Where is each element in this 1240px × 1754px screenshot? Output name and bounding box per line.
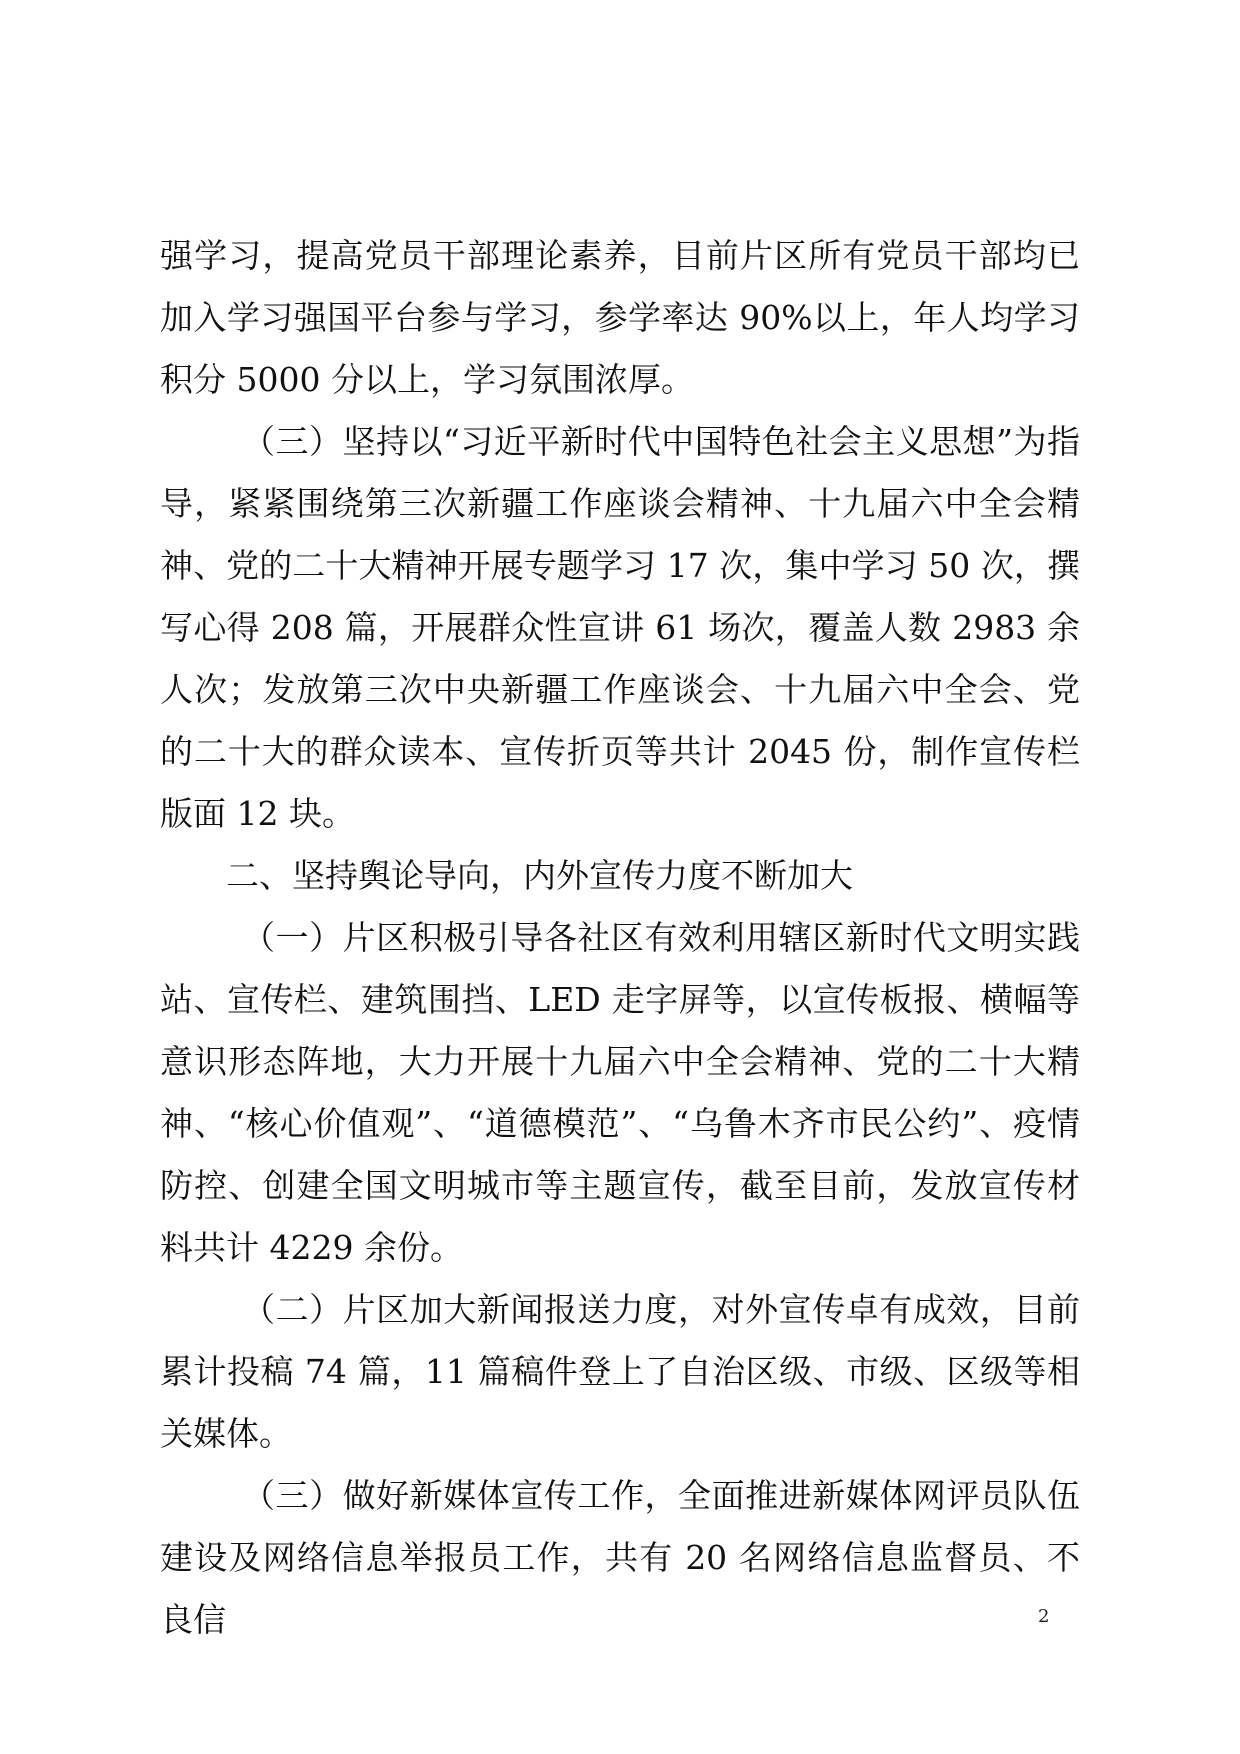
body-text [160, 225, 1080, 1651]
page-number: 2 [1038, 1606, 1050, 1627]
paragraph-continued-study: 强学习，提高党员干部理论素养，目前片区所有党员干部均已加入学习强国平台参与学习，参学率达 90%以上，年人均学习积分 5000 分以上，学习氛围浓厚。 [160, 236, 1080, 399]
paragraph-three-thought-guidance: （三）坚持以“习近平新时代中国特色社会主义思想”为指导，紧紧围绕第三次新疆工作座谈会精神、十九届六中全会精神、党的二十大精神开展专题学习 17 次，集中学习 50 次，撰写心得 208 篇，开展群众性宣讲 61 场次，覆盖人数 2983 余人次；发放第三次中央新疆工作座谈会、十九届六中全会、党的二十大的群众读本、宣传折页等共计 2045 份，制作宣传栏版面 12 块。 [160, 422, 1080, 833]
paragraph-two-news-reporting: （二）片区加大新闻报送力度，对外宣传卓有成效，目前累计投稿 74 篇，11 篇稿件登上了自治区级、市级、区级等相关媒体。 [160, 1290, 1080, 1453]
section-heading-public-opinion: 二、坚持舆论导向，内外宣传力度不断加大 [226, 856, 853, 895]
paragraph-one-propaganda-positions: （一）片区积极引导各社区有效利用辖区新时代文明实践站、宣传栏、建筑围挡、LED 走字屏等，以宣传板报、横幅等意识形态阵地，大力开展十九届六中全会精神、党的二十大精神、“核心价值观”、“道德模范”、“乌鲁木齐市民公约”、疫情防控、创建全国文明城市等主题宣传，截至目前，发放宣传材料共计 4229 余份。 [160, 918, 1080, 1267]
paragraph-three-new-media: （三）做好新媒体宣传工作，全面推进新媒体网评员队伍建设及网络信息举报员工作，共有 20 名网络信息监督员、不良信 [160, 1476, 1080, 1639]
